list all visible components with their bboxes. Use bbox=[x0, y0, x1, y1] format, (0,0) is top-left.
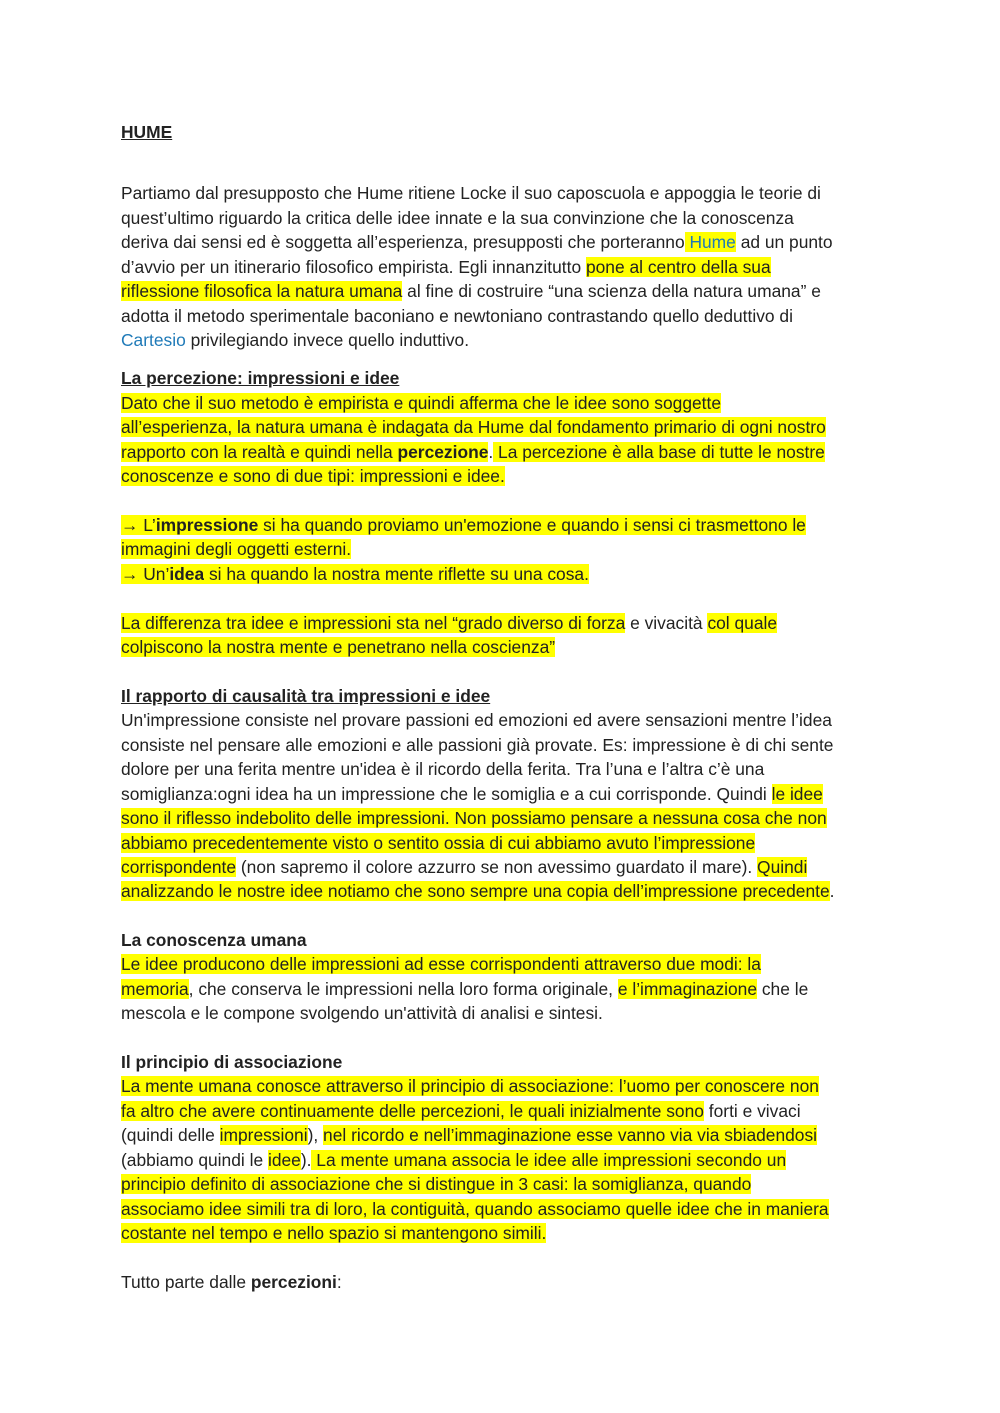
section-heading-conoscenza: La conoscenza umana bbox=[121, 930, 307, 950]
document-title: HUME bbox=[121, 122, 173, 142]
bullet-impressione-cont bbox=[121, 537, 351, 562]
text-span: ). bbox=[300, 1150, 312, 1170]
text-span: ), bbox=[307, 1125, 324, 1145]
percezione-line-1 bbox=[121, 391, 721, 416]
highlighted-text: nel ricordo e nell’immaginazione esse vanno via via sbiadendosi bbox=[323, 1125, 818, 1145]
highlighted-text: col quale bbox=[707, 613, 778, 633]
causalita-line-2 bbox=[121, 733, 833, 758]
text-span: d’avvio per un itinerario filosofico empirista. Egli innanzitutto bbox=[121, 257, 586, 277]
conoscenza-line-2 bbox=[121, 977, 808, 1002]
text-span: adotta il metodo sperimentale baconiano e newtoniano contrastando quello deduttivo di bbox=[121, 306, 793, 326]
associazione-line-1 bbox=[121, 1074, 819, 1099]
highlighted-text: colpiscono la nostra mente e penetrano nella coscienza” bbox=[121, 637, 556, 657]
closing-line bbox=[121, 1270, 342, 1295]
intro-line-1 bbox=[121, 181, 821, 206]
text-span: (quindi delle bbox=[121, 1125, 220, 1145]
section-heading-causalita: Il rapporto di causalità tra impressioni e idee bbox=[121, 686, 491, 706]
text-span: che le bbox=[757, 979, 809, 999]
differenza-line-1 bbox=[121, 611, 777, 636]
highlighted-text: principio definito di associazione che si distingue in 3 casi: la somiglianza, quando bbox=[121, 1174, 752, 1194]
text-span: Un'impressione consiste nel provare passioni ed emozioni ed avere sensazioni mentre l’idea bbox=[121, 710, 832, 730]
highlighted-text: memoria bbox=[121, 979, 189, 999]
text-span: mescola e le compone svolgendo un'attività di analisi e sintesi. bbox=[121, 1003, 603, 1023]
section-heading-associazione: Il principio di associazione bbox=[121, 1052, 343, 1072]
conoscenza-line-1 bbox=[121, 952, 761, 977]
highlighted-text: fa altro che avere continuamente delle percezioni, le quali inizialmente sono bbox=[121, 1101, 704, 1121]
highlighted-text: si ha quando proviamo un'emozione e quando i sensi ci trasmettono le bbox=[258, 515, 806, 535]
hume-link[interactable]: Hume bbox=[684, 232, 736, 252]
text-span: al fine di costruire “una scienza della natura umana” e bbox=[402, 281, 821, 301]
text-span: dolore per una ferita mentre un'idea è il ricordo della ferita. Tra l’una e l’altra c’è una bbox=[121, 759, 765, 779]
text-span: consiste nel pensare alle emozioni e alle passioni già provate. Es: impressione è di chi sente bbox=[121, 735, 834, 755]
bullet-impressione bbox=[121, 513, 806, 538]
associazione-line-6 bbox=[121, 1197, 829, 1222]
percezione-line-3 bbox=[121, 440, 825, 465]
highlighted-text: Le idee producono delle impressioni ad esse corrispondenti attraverso due modi: la bbox=[121, 954, 761, 974]
intro-line-2 bbox=[121, 206, 794, 231]
text-span: e vivacità bbox=[625, 613, 708, 633]
text-span: Partiamo dal presupposto che Hume ritiene Locke il suo caposcuola e appoggia le teorie di bbox=[121, 183, 821, 203]
section-heading-percezione: La percezione: impressioni e idee bbox=[121, 368, 400, 388]
bold-term-percezione: percezione bbox=[397, 442, 489, 462]
text-span: : bbox=[336, 1272, 342, 1292]
associazione-line-3 bbox=[121, 1123, 817, 1148]
intro-line-4 bbox=[121, 255, 771, 280]
associazione-line-5 bbox=[121, 1172, 751, 1197]
highlighted-text: e l’immaginazione bbox=[617, 979, 758, 999]
causalita-line-5 bbox=[121, 806, 827, 831]
bold-term-impressione: impressione bbox=[155, 515, 259, 535]
causalita-line-8 bbox=[121, 879, 834, 904]
highlighted-text: le idee bbox=[771, 784, 823, 804]
text-span: Tutto parte dalle bbox=[121, 1272, 251, 1292]
bold-term-idea: idea bbox=[169, 564, 205, 584]
differenza-line-2 bbox=[121, 635, 555, 660]
highlighted-text: immagini degli oggetti esterni. bbox=[121, 539, 352, 559]
highlighted-text: riflessione filosofica la natura umana bbox=[121, 281, 403, 301]
arrow-bullet: → L’ bbox=[121, 515, 156, 535]
causalita-line-3 bbox=[121, 757, 764, 782]
text-span: . bbox=[488, 442, 494, 462]
causalita-line-4 bbox=[121, 782, 823, 807]
highlighted-text: idee bbox=[267, 1150, 301, 1170]
cartesio-link[interactable]: Cartesio bbox=[121, 330, 186, 350]
bullet-idea bbox=[121, 562, 589, 587]
causalita-line-6 bbox=[121, 831, 755, 856]
highlighted-text: corrispondente bbox=[121, 857, 237, 877]
text-span: forti e vivaci bbox=[703, 1101, 801, 1121]
associazione-line-7 bbox=[121, 1221, 546, 1246]
conoscenza-line-3 bbox=[121, 1001, 603, 1026]
causalita-line-7 bbox=[121, 855, 807, 880]
highlighted-text: analizzando le nostre idee notiamo che sono sempre una copia dell’impressione precedente bbox=[121, 881, 830, 901]
text-span: (non sapremo il colore azzurro se non avessimo guardato il mare). bbox=[236, 857, 758, 877]
highlighted-text: si ha quando la nostra mente riflette su una cosa. bbox=[204, 564, 589, 584]
highlighted-text: rapporto con la realtà e quindi nella bbox=[121, 442, 398, 462]
highlighted-text: sono il riflesso indebolito delle impressioni. Non possiamo pensare a nessuna cosa che non bbox=[121, 808, 827, 828]
highlighted-text: associamo idee simili tra di loro, la contiguità, quando associamo quelle idee che in maniera bbox=[121, 1199, 829, 1219]
text-span: privilegiando invece quello induttivo. bbox=[185, 330, 470, 350]
bold-term-percezioni: percezioni bbox=[250, 1272, 337, 1292]
intro-line-5 bbox=[121, 279, 821, 304]
text-span: (abbiamo quindi le bbox=[121, 1150, 268, 1170]
associazione-line-4 bbox=[121, 1148, 786, 1173]
text-span: , che conserva le impressioni nella loro forma originale, bbox=[188, 979, 618, 999]
highlighted-text: La differenza tra idee e impressioni sta nel “grado diverso di forza bbox=[121, 613, 626, 633]
highlighted-text: La mente umana conosce attraverso il principio di associazione: l’uomo per conoscere non bbox=[121, 1076, 819, 1096]
text-span: . bbox=[829, 881, 835, 901]
intro-line-3 bbox=[121, 230, 833, 255]
highlighted-text: Quindi bbox=[757, 857, 808, 877]
highlighted-text: impressioni bbox=[219, 1125, 308, 1145]
highlighted-text: La mente umana associa le idee alle impressioni secondo un bbox=[311, 1150, 787, 1170]
highlighted-text: pone al centro della sua bbox=[585, 257, 771, 277]
percezione-line-4 bbox=[121, 464, 505, 489]
text-span: quest’ultimo riguardo la critica delle idee innate e la sua convinzione che la conoscenza bbox=[121, 208, 794, 228]
causalita-line-1 bbox=[121, 708, 832, 733]
arrow-bullet: → Un’ bbox=[121, 564, 170, 584]
text-span: ad un punto bbox=[735, 232, 833, 252]
highlighted-text: Dato che il suo metodo è empirista e quindi afferma che le idee sono soggette bbox=[121, 393, 722, 413]
highlighted-text: all’esperienza, la natura umana è indagata da Hume dal fondamento primario di ogni nostro bbox=[121, 417, 826, 437]
intro-line-6 bbox=[121, 304, 793, 329]
text-span: somiglianza:ogni idea ha un impressione che le somiglia e a cui corrisponde. Quindi bbox=[121, 784, 772, 804]
highlighted-text: La percezione è alla base di tutte le nostre bbox=[493, 442, 825, 462]
associazione-line-2 bbox=[121, 1099, 801, 1124]
highlighted-text: conoscenze e sono di due tipi: impressioni e idee. bbox=[121, 466, 505, 486]
highlighted-text: costante nel tempo e nello spazio si mantengono simili. bbox=[121, 1223, 547, 1243]
text-span: deriva dai sensi ed è soggetta all’esperienza, presupposti che porteranno bbox=[121, 232, 685, 252]
intro-line-7 bbox=[121, 328, 469, 353]
percezione-line-2 bbox=[121, 415, 826, 440]
highlighted-text: abbiamo precedentemente visto o sentito ossia di cui abbiamo avuto l’impressione bbox=[121, 833, 756, 853]
